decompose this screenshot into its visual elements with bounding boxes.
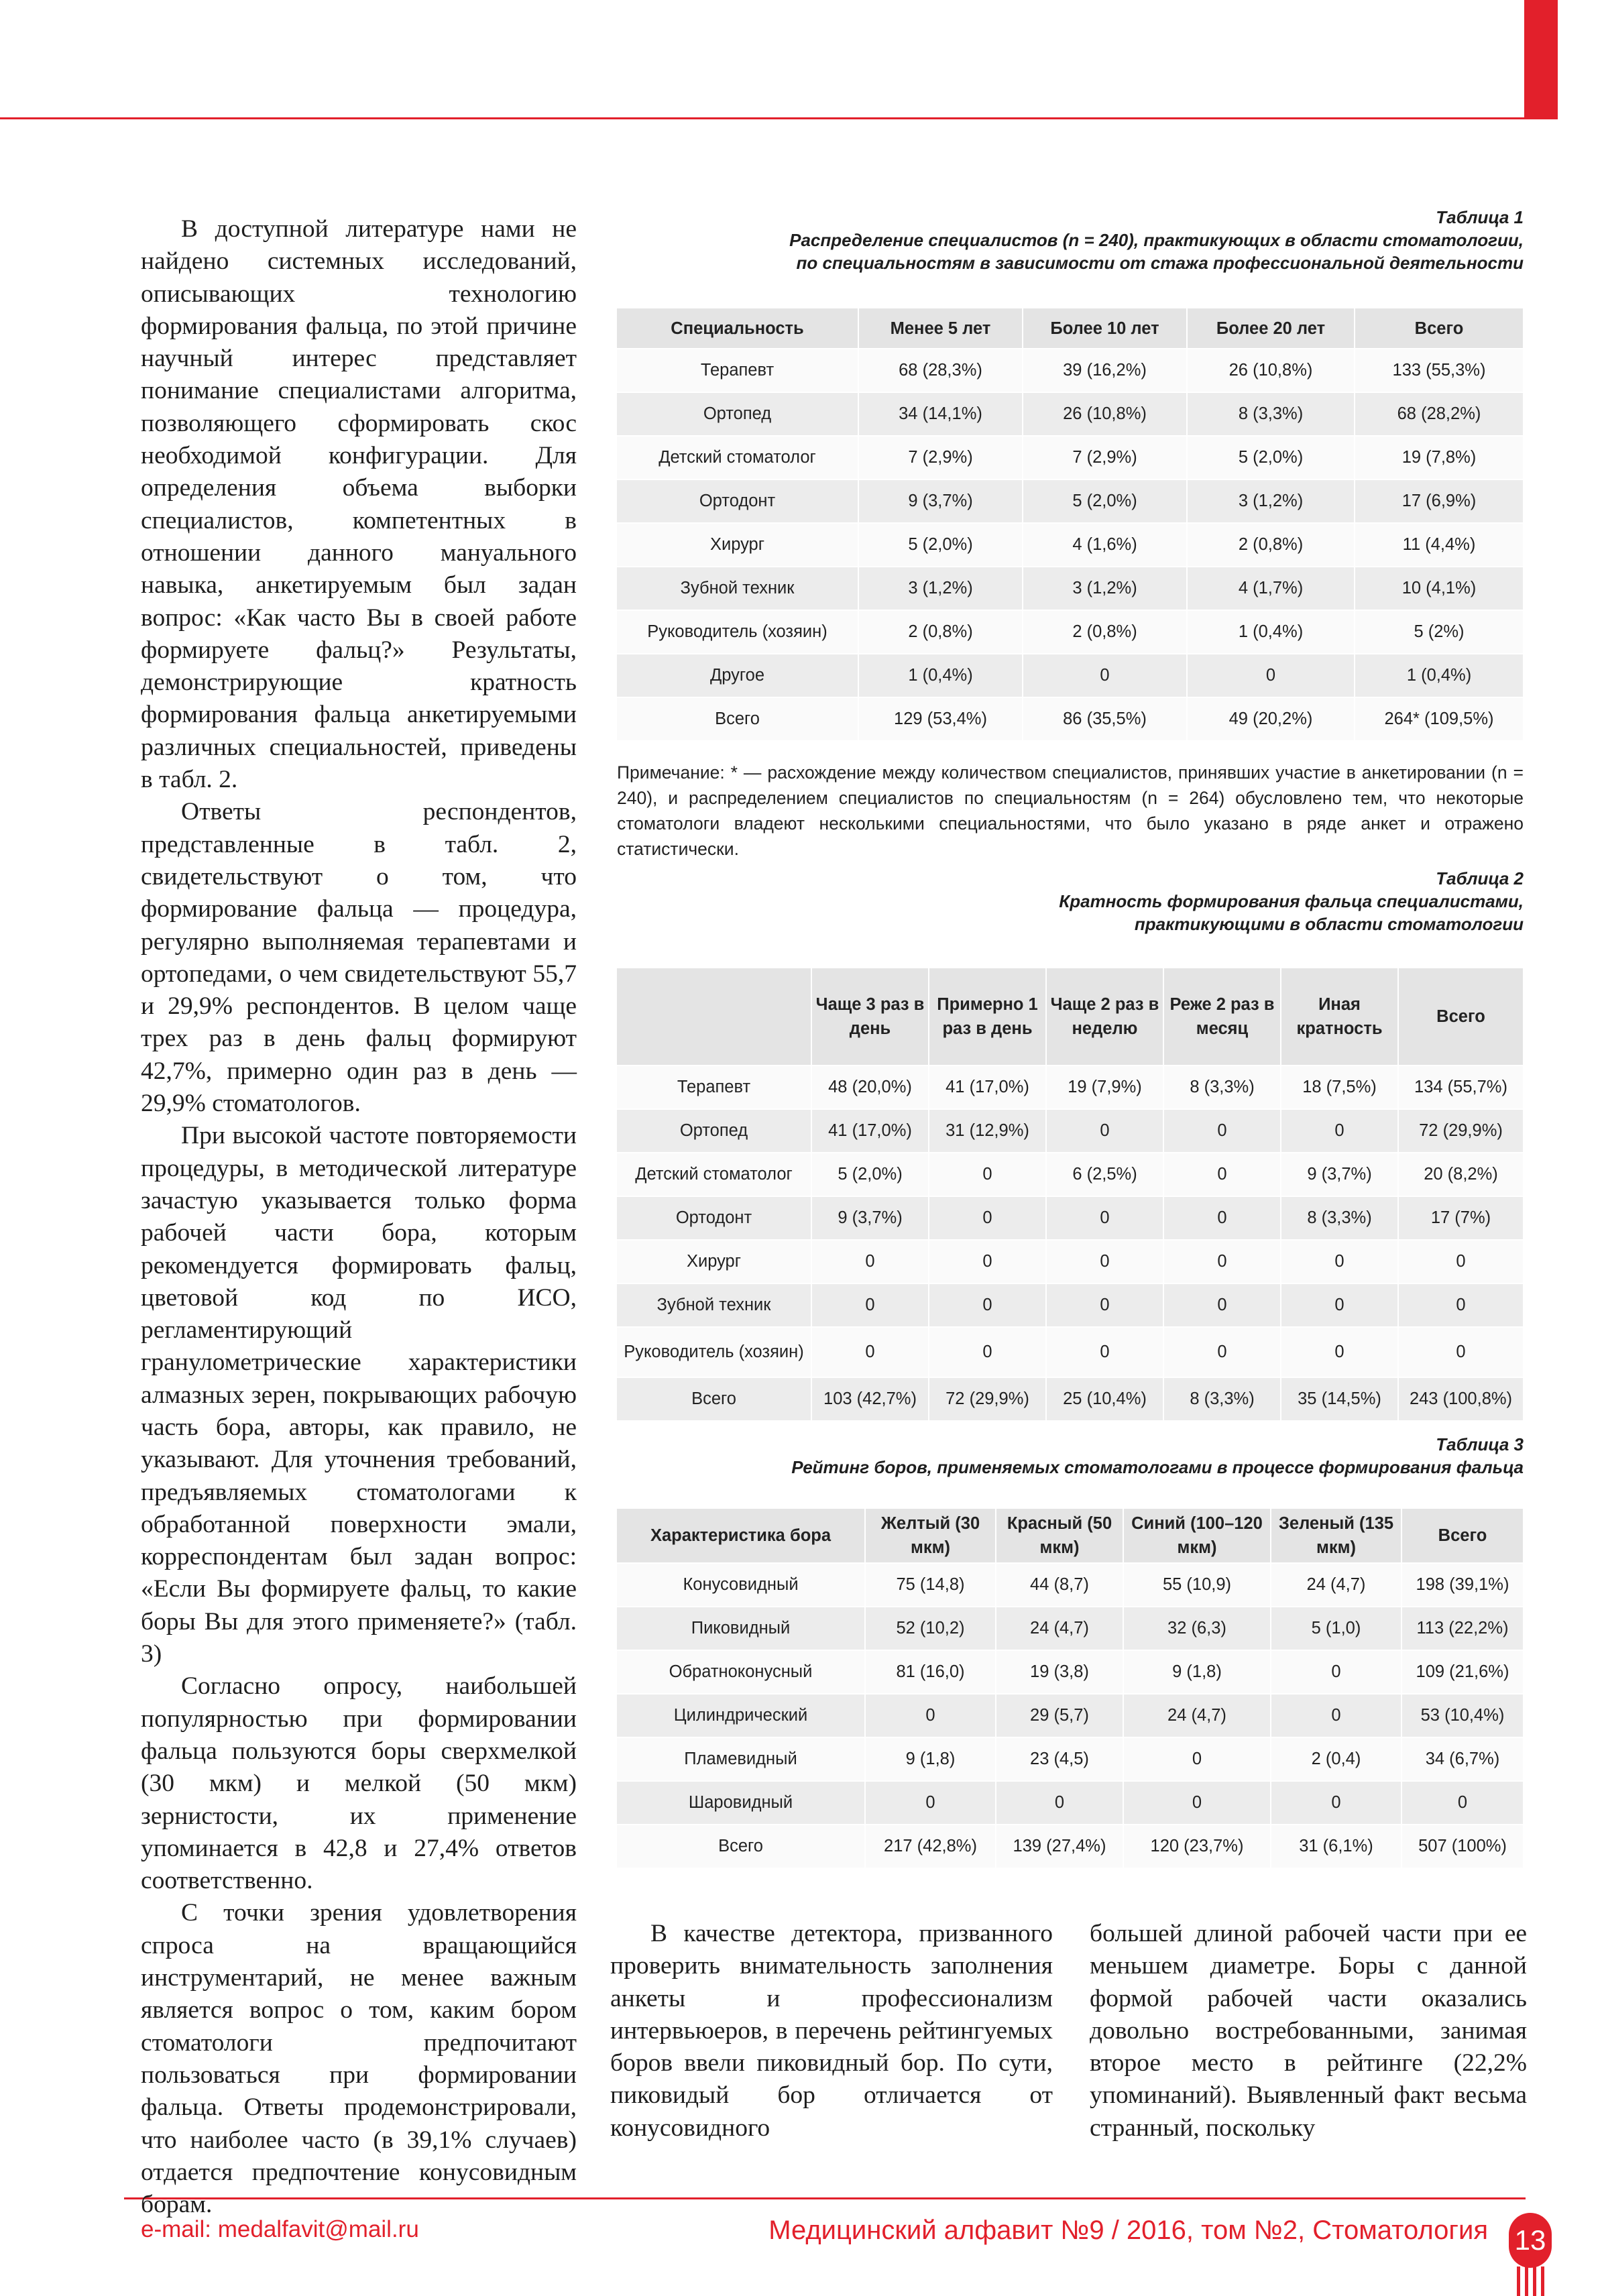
table2-col-header: [617, 968, 811, 1066]
table-row: [617, 610, 1524, 654]
row-label-cell: Зубной техник: [617, 1283, 811, 1327]
table-cell: 264* (109,5%): [1355, 697, 1524, 741]
table-cell: 34 (14,1%): [858, 392, 1023, 436]
paragraph: В доступной литературе нами не найдено системных исследований, описывающих технологию формирования фальца, по этой причине научный интерес представляет понимание специалистами алгоритма, позволяющего сформировать скос необходимой конфигурации. Для определения объема выборки специалистов, компетентных в отношении данного мануального навыка, анкетируемым был задан вопрос: «Как часто Вы в своей работе формируете фальц?» Результаты, демонстрирующие кратность формирования фальца анкетируемыми различных специальностей, приведены в табл. 2.: [141, 215, 577, 794]
table-cell: 5 (2,0%): [1187, 436, 1355, 479]
paragraph: При высокой частоте повторяемости процедуры, в методической литературе зачастую указывается только форма рабочей части бора, которым рекомендуется формировать фальц, цветовой код по ИСО, регламентирующий гранулометрические характеристики алмазных зерен, покрывающих рабочую часть бора, авторы, как правило, не указывают. Для уточнения требований, предъявляемых стоматологами к обработанной поверхности эмали, корреспондентам был задан вопрос: «Если Вы формируете фальц, то какие боры Вы для этого применяете?» (табл. 3): [141, 1122, 577, 1668]
row-label-cell: Шаровидный: [617, 1781, 865, 1825]
table-row: [617, 392, 1524, 436]
table-cell: 0: [1271, 1694, 1401, 1737]
table3-col-header: Зеленый (135 мкм): [1271, 1509, 1401, 1563]
table-cell: 113 (22,2%): [1401, 1607, 1524, 1650]
table-row: [617, 1283, 1524, 1327]
table-cell: 507 (100%): [1401, 1825, 1524, 1868]
table-cell: 17 (6,9%): [1355, 479, 1524, 523]
paragraph: Согласно опросу, наибольшей популярностью при формировании фальца пользуются боры сверхмелкой (30 мкм) и мелкой (50 мкм) зернистости, их применение упоминается в 42,8 и 27,4% ответов соответственно.: [141, 1672, 577, 1895]
table-cell: 0: [1281, 1109, 1398, 1153]
table-cell: 5 (1,0): [1271, 1607, 1401, 1650]
table3-col-header: Желтый (30 мкм): [865, 1509, 996, 1563]
table1-title-line1: Распределение специалистов (n = 240), практикующих в области стоматологии,: [789, 230, 1524, 250]
table-row: [617, 1737, 1524, 1781]
table1-number: Таблица 1: [1436, 207, 1524, 227]
table-cell: 0: [1271, 1781, 1401, 1825]
accent-bar: [1533, 2266, 1536, 2296]
table-cell: 0: [929, 1327, 1046, 1377]
row-label-cell: Терапевт: [617, 1066, 811, 1109]
row-label-cell: Зубной техник: [617, 567, 858, 610]
header-rule: [0, 117, 1542, 119]
table-cell: 4 (1,6%): [1023, 523, 1187, 567]
table-cell: 103 (42,7%): [811, 1377, 929, 1421]
table-cell: 0: [1398, 1283, 1524, 1327]
row-label-cell: Конусовидный: [617, 1563, 865, 1607]
row-label-cell: Руководитель (хозяин): [617, 1327, 811, 1377]
row-label-cell: Всего: [617, 1825, 865, 1868]
table-cell: 72 (29,9%): [1398, 1109, 1524, 1153]
table2-col-header: Всего: [1398, 968, 1524, 1066]
table1-header-row: [617, 308, 1524, 349]
table-cell: 17 (7%): [1398, 1196, 1524, 1240]
table-cell: 5 (2%): [1355, 610, 1524, 654]
table2-col-header: Иная кратность: [1281, 968, 1398, 1066]
table-cell: 0: [1046, 1240, 1163, 1283]
table2-col-header: Реже 2 раз в месяц: [1163, 968, 1281, 1066]
table-cell: 0: [811, 1327, 929, 1377]
accent-bar: [1525, 2266, 1528, 2296]
row-label-cell: Пиковидный: [617, 1607, 865, 1650]
paragraph: С точки зрения удовлетворения спроса на вращающийся инструментарий, не менее важным является вопрос о том, каким бором стоматологи предпочитают пользоваться при формировании фальца. Ответы продемонстрировали, что наиболее часто (в 39,1% случаев) отдается предпочтение конусовидным борам.: [141, 1899, 577, 2219]
table-cell: 10 (4,1%): [1355, 567, 1524, 610]
table-cell: 4 (1,7%): [1187, 567, 1355, 610]
table3: [617, 1509, 1524, 1869]
table-cell: 1 (0,4%): [1355, 654, 1524, 697]
table-cell: 120 (23,7%): [1123, 1825, 1271, 1868]
table-cell: 7 (2,9%): [858, 436, 1023, 479]
table-cell: 0: [929, 1283, 1046, 1327]
table1-col-header: Всего: [1355, 308, 1524, 349]
table2-col-header: Примерно 1 раз в день: [929, 968, 1046, 1066]
table2-caption: [1059, 867, 1524, 935]
table-cell: 25 (10,4%): [1046, 1377, 1163, 1421]
table1-title-line2: по специальностям в зависимости от стажа профессиональной деятельности: [796, 253, 1524, 273]
table-cell: 26 (10,8%): [1023, 392, 1187, 436]
row-label-cell: Обратноконусный: [617, 1650, 865, 1694]
row-label-cell: Другое: [617, 654, 858, 697]
table3-col-header: Синий (100–120 мкм): [1123, 1509, 1271, 1563]
table-row: [617, 654, 1524, 697]
table3-number: Таблица 3: [1436, 1434, 1524, 1454]
table-cell: 0: [1163, 1327, 1281, 1377]
table-cell: 41 (17,0%): [811, 1109, 929, 1153]
table-cell: 0: [1163, 1109, 1281, 1153]
table-cell: 5 (2,0%): [811, 1153, 929, 1196]
table-cell: 0: [1163, 1283, 1281, 1327]
table2-number: Таблица 2: [1436, 868, 1524, 888]
table-cell: 0: [1046, 1283, 1163, 1327]
accent-bar: [1517, 2266, 1520, 2296]
row-label-cell: Хирург: [617, 523, 858, 567]
table-cell: 53 (10,4%): [1401, 1694, 1524, 1737]
table-row: [617, 567, 1524, 610]
table-cell: 3 (1,2%): [858, 567, 1023, 610]
table1-col-header: Более 20 лет: [1187, 308, 1355, 349]
table-cell: 5 (2,0%): [858, 523, 1023, 567]
table-cell: 8 (3,3%): [1281, 1196, 1398, 1240]
table-row: [617, 697, 1524, 741]
table-cell: 2 (0,8%): [1187, 523, 1355, 567]
table-cell: 48 (20,0%): [811, 1066, 929, 1109]
table-cell: 24 (4,7): [1123, 1694, 1271, 1737]
table-cell: 0: [1163, 1240, 1281, 1283]
table2-title-line2: практикующими в области стоматологии: [1134, 914, 1524, 934]
table-cell: 9 (3,7%): [858, 479, 1023, 523]
table-row: [617, 1196, 1524, 1240]
table-cell: 31 (6,1%): [1271, 1825, 1401, 1868]
table-row: [617, 1607, 1524, 1650]
table-cell: 139 (27,4%): [996, 1825, 1123, 1868]
table-row: [617, 1240, 1524, 1283]
table1-col-header: Специальность: [617, 308, 858, 349]
table-row: [617, 1109, 1524, 1153]
table-cell: 0: [1163, 1153, 1281, 1196]
row-label-cell: Детский стоматолог: [617, 1153, 811, 1196]
table-row: [617, 1563, 1524, 1607]
footer-accent-bars: [1513, 2266, 1548, 2296]
footer-journal-title: Медицинский алфавит №9 / 2016, том №2, Стоматология: [768, 2216, 1488, 2245]
table-row: [617, 479, 1524, 523]
table-cell: 19 (3,8): [996, 1650, 1123, 1694]
table-cell: 52 (10,2): [865, 1607, 996, 1650]
table3-caption: [791, 1433, 1524, 1479]
paragraph: Ответы респондентов, представленные в табл. 2, свидетельствуют о том, что формирование фальца — процедура, регулярно выполняемая терапевтами и ортопедами, о чем свидетельствуют 55,7 и 29,9% респондентов. В целом чаще трех раз в день фальц формируют 42,7%, примерно один раз в день — 29,9% стоматологов.: [141, 798, 577, 1118]
row-label-cell: Пламевидный: [617, 1737, 865, 1781]
table-row: [617, 523, 1524, 567]
row-label-cell: Всего: [617, 697, 858, 741]
table-cell: 44 (8,7): [996, 1563, 1123, 1607]
table-cell: 0: [1046, 1327, 1163, 1377]
table-cell: 129 (53,4%): [858, 697, 1023, 741]
table-cell: 0: [1281, 1283, 1398, 1327]
table1: [617, 308, 1524, 742]
table1-caption: [789, 206, 1524, 274]
table-cell: 26 (10,8%): [1187, 349, 1355, 392]
table-cell: 0: [1398, 1240, 1524, 1283]
table-cell: 24 (4,7): [996, 1607, 1123, 1650]
table-cell: 217 (42,8%): [865, 1825, 996, 1868]
left-text-column: [141, 213, 577, 2221]
table-cell: 75 (14,8): [865, 1563, 996, 1607]
paragraph: В качестве детектора, призванного проверить внимательность заполнения анкеты и профессионализм интервьюеров, в перечень рейтингуемых боров ввели пиковидный бор. По сути, пиковидый бор отличается от конусовидного: [610, 1920, 1053, 2142]
footer-email-link[interactable]: e-mail: medalfavit@mail.ru: [141, 2216, 419, 2242]
table-cell: 134 (55,7%): [1398, 1066, 1524, 1109]
table-cell: 198 (39,1%): [1401, 1563, 1524, 1607]
row-label-cell: Цилиндрический: [617, 1694, 865, 1737]
table-cell: 0: [1046, 1196, 1163, 1240]
row-label-cell: Руководитель (хозяин): [617, 610, 858, 654]
row-label-cell: Хирург: [617, 1240, 811, 1283]
table-cell: 0: [1163, 1196, 1281, 1240]
table-cell: 23 (4,5): [996, 1737, 1123, 1781]
table-cell: 7 (2,9%): [1023, 436, 1187, 479]
table-cell: 0: [1281, 1240, 1398, 1283]
table-cell: 1 (0,4%): [858, 654, 1023, 697]
table3-header-row: [617, 1509, 1524, 1563]
table-cell: 8 (3,3%): [1163, 1377, 1281, 1421]
table-cell: 19 (7,8%): [1355, 436, 1524, 479]
table-cell: 109 (21,6%): [1401, 1650, 1524, 1694]
table-cell: 0: [1046, 1109, 1163, 1153]
table-cell: 68 (28,3%): [858, 349, 1023, 392]
accent-bar: [1541, 2266, 1544, 2296]
table-cell: 11 (4,4%): [1355, 523, 1524, 567]
table-cell: 20 (8,2%): [1398, 1153, 1524, 1196]
table-cell: 0: [811, 1283, 929, 1327]
paragraph: большей длиной рабочей части при ее меньшем диаметре. Боры с данной формой рабочей части оказались довольно востребованными, занимая второе место в рейтинге (22,2% упоминаний). Выявленный факт весьма странный, поскольку: [1090, 1920, 1527, 2142]
table-cell: 0: [1401, 1781, 1524, 1825]
table-cell: 35 (14,5%): [1281, 1377, 1398, 1421]
table3-title: Рейтинг боров, применяемых стоматологами в процессе формирования фальца: [791, 1457, 1524, 1477]
table-row: [617, 1327, 1524, 1377]
table3-col-header: Красный (50 мкм): [996, 1509, 1123, 1563]
table-cell: 55 (10,9): [1123, 1563, 1271, 1607]
row-label-cell: Ортопед: [617, 392, 858, 436]
table-cell: 0: [865, 1781, 996, 1825]
table-cell: 0: [929, 1196, 1046, 1240]
table2-header-row: [617, 968, 1524, 1066]
table-cell: 3 (1,2%): [1023, 567, 1187, 610]
table-row: [617, 1650, 1524, 1694]
table-row: [617, 1825, 1524, 1868]
table-cell: 0: [929, 1153, 1046, 1196]
table-cell: 1 (0,4%): [1187, 610, 1355, 654]
table-cell: 243 (100,8%): [1398, 1377, 1524, 1421]
row-label-cell: Ортопед: [617, 1109, 811, 1153]
table-cell: 5 (2,0%): [1023, 479, 1187, 523]
bottom-text-column-1: [610, 1918, 1053, 2144]
row-label-cell: Ортодонт: [617, 1196, 811, 1240]
row-label-cell: Ортодонт: [617, 479, 858, 523]
table-row: [617, 349, 1524, 392]
table-cell: 0: [1187, 654, 1355, 697]
page-number-badge: 13: [1509, 2213, 1552, 2268]
row-label-cell: Детский стоматолог: [617, 436, 858, 479]
table-cell: 2 (0,8%): [858, 610, 1023, 654]
table-cell: 2 (0,4): [1271, 1737, 1401, 1781]
table-cell: 0: [811, 1240, 929, 1283]
table2: [617, 968, 1524, 1422]
corner-accent-bar: [1524, 0, 1558, 119]
row-label-cell: Всего: [617, 1377, 811, 1421]
table-cell: 19 (7,9%): [1046, 1066, 1163, 1109]
table-cell: 133 (55,3%): [1355, 349, 1524, 392]
table1-col-header: Более 10 лет: [1023, 308, 1187, 349]
table-cell: 86 (35,5%): [1023, 697, 1187, 741]
table-cell: 0: [1123, 1781, 1271, 1825]
table-cell: 32 (6,3): [1123, 1607, 1271, 1650]
table-row: [617, 1153, 1524, 1196]
table-cell: 31 (12,9%): [929, 1109, 1046, 1153]
table-cell: 6 (2,5%): [1046, 1153, 1163, 1196]
table-row: [617, 1694, 1524, 1737]
table-cell: 0: [996, 1781, 1123, 1825]
table-cell: 81 (16,0): [865, 1650, 996, 1694]
table-row: [617, 1066, 1524, 1109]
table-cell: 8 (3,3%): [1187, 392, 1355, 436]
table2-col-header: Чаще 2 раз в неделю: [1046, 968, 1163, 1066]
table2-col-header: Чаще 3 раз в день: [811, 968, 929, 1066]
table-cell: 0: [1023, 654, 1187, 697]
table3-col-header: Всего: [1401, 1509, 1524, 1563]
table-cell: 0: [1123, 1737, 1271, 1781]
table-row: [617, 1781, 1524, 1825]
table-cell: 0: [1271, 1650, 1401, 1694]
table-cell: 9 (1,8): [865, 1737, 996, 1781]
table-cell: 72 (29,9%): [929, 1377, 1046, 1421]
bottom-text-column-2: [1090, 1918, 1527, 2144]
table-cell: 8 (3,3%): [1163, 1066, 1281, 1109]
table-cell: 29 (5,7): [996, 1694, 1123, 1737]
row-label-cell: Терапевт: [617, 349, 858, 392]
table-cell: 9 (1,8): [1123, 1650, 1271, 1694]
table-cell: 0: [865, 1694, 996, 1737]
table-cell: 3 (1,2%): [1187, 479, 1355, 523]
table-cell: 39 (16,2%): [1023, 349, 1187, 392]
table-cell: 34 (6,7%): [1401, 1737, 1524, 1781]
table-cell: 0: [929, 1240, 1046, 1283]
table1-col-header: Менее 5 лет: [858, 308, 1023, 349]
table-cell: 0: [1398, 1327, 1524, 1377]
table-cell: 68 (28,2%): [1355, 392, 1524, 436]
table-cell: 24 (4,7): [1271, 1563, 1401, 1607]
table3-col-header: Характеристика бора: [617, 1509, 865, 1563]
table-cell: 0: [1281, 1327, 1398, 1377]
table-cell: 2 (0,8%): [1023, 610, 1187, 654]
table-row: [617, 436, 1524, 479]
table-cell: 18 (7,5%): [1281, 1066, 1398, 1109]
table1-note: Примечание: * — расхождение между количеством специалистов, принявших участие в анкетировании (n = 240), и распределением специалистов по специальностям (n = 264) обусловлено тем, что некоторые стоматологи владеют несколькими специальностями, что было указано в ряде анкет и отражено статистически.: [617, 762, 1524, 859]
table2-title-line1: Кратность формирования фальца специалистами,: [1059, 891, 1524, 911]
table-cell: 41 (17,0%): [929, 1066, 1046, 1109]
table-cell: 9 (3,7%): [811, 1196, 929, 1240]
table-cell: 9 (3,7%): [1281, 1153, 1398, 1196]
table-row: [617, 1377, 1524, 1421]
table-cell: 49 (20,2%): [1187, 697, 1355, 741]
